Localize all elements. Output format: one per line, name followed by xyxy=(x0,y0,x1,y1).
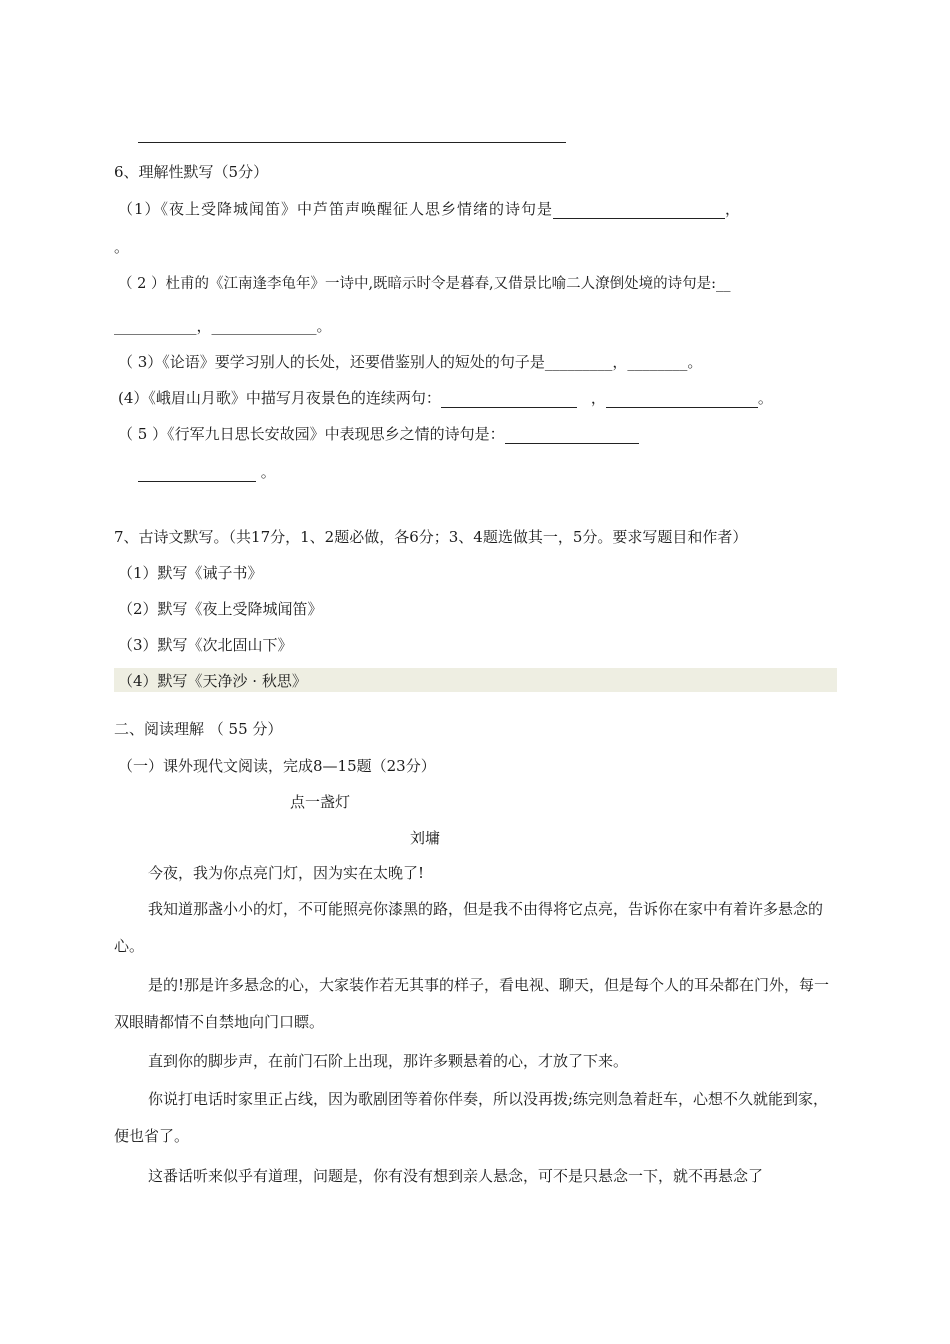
answer-blank xyxy=(505,427,639,444)
q6-item-1-cont: 。 xyxy=(114,238,130,256)
q6-item-5-cont xyxy=(138,462,276,482)
article-paragraph: 我知道那盏小小的灯，不可能照亮你漆黑的路，但是我不由得将它点亮，告诉你在家中有着许多悬念的心。 xyxy=(114,900,824,955)
article-paragraph: 你说打电话时家里正占线，因为歌剧团等着你伴奏，所以没再拨;练完则急着赶车，心想不久就能到家，便也省了。 xyxy=(114,1090,829,1145)
q6-item-1-text: （1）《夜上受降城闻笛》中芦笛声唤醒征人思乡情绪的诗句是 xyxy=(118,200,554,218)
q7-item-4: （4）默写《天净沙 · 秋思》 xyxy=(118,672,307,690)
q7-item-2: （2）默写《夜上受降城闻笛》 xyxy=(118,600,323,618)
answer-blank xyxy=(138,465,256,482)
q6-title: 6、理解性默写（5分） xyxy=(114,163,269,181)
answer-blank xyxy=(606,391,758,408)
q6-item-4 xyxy=(118,388,773,408)
section2-subtitle: （一）课外现代文阅读，完成8—15题（23分） xyxy=(118,757,436,775)
section2-title: 二、阅读理解 （ 55 分） xyxy=(114,720,283,738)
q6-item-1-comma: ， xyxy=(725,200,742,218)
q6-item-1 xyxy=(118,199,741,219)
q6-item-3-blank-2: ________ xyxy=(627,353,688,371)
q6-item-3-blank-1: _________ xyxy=(544,353,613,371)
answer-blank xyxy=(441,391,577,408)
article-paragraph: 是的!那是许多悬念的心，大家装作若无其事的样子，看电视、聊天，但是每个人的耳朵都在门外，每一双眼睛都情不自禁地向门口瞟。 xyxy=(114,976,830,1031)
q7-item-3: （3）默写《次北固山下》 xyxy=(118,636,293,654)
q6-item-3 xyxy=(118,352,702,372)
q6-item-4-text: (4）《峨眉山月歌》中描写月夜景色的连续两句： xyxy=(118,389,441,407)
article-paragraph: 今夜，我为你点亮门灯，因为实在太晚了! xyxy=(148,864,425,882)
q6-item-2: （ 2 ）杜甫的《江南逢李龟年》一诗中,既暗示时令是暮春,又借景比喻二人潦倒处境的诗句是:__ xyxy=(118,276,731,292)
q6-item-5 xyxy=(118,424,639,444)
q6-item-5-text: （ 5 ）《行军九日思长安故园》中表现思乡之情的诗句是： xyxy=(118,425,505,443)
q6-item-4-comma: ， xyxy=(590,389,606,407)
article-paragraph: 直到你的脚步声，在前门石阶上出现，那许多颗悬着的心，才放了下来。 xyxy=(148,1052,629,1070)
q6-item-3-text: （ 3）《论语》要学习别人的长处，还要借鉴别人的短处的句子是 xyxy=(118,353,545,371)
article-title: 点一盏灯 xyxy=(290,793,351,811)
q6-item-2-cont xyxy=(114,316,332,336)
answer-blank xyxy=(553,202,725,219)
answer-line-top xyxy=(138,142,566,143)
q6-item-2-blank-a: ___________， xyxy=(114,317,212,335)
q6-item-3-end: 。 xyxy=(687,353,703,371)
article-paragraph: 这番话听来似乎有道理，问题是，你有没有想到亲人悬念，可不是只悬念一下，就不再悬念了 xyxy=(148,1167,764,1185)
q6-item-5-end: 。 xyxy=(260,463,276,481)
q7-title: 7、古诗文默写。（共17分，1、2题必做，各6分；3、4题选做其一，5分。要求写题目和作者） xyxy=(114,528,748,546)
q6-item-2-blank-b: ______________。 xyxy=(211,317,332,335)
q7-item-1: （1）默写《诫子书》 xyxy=(118,564,263,582)
article-author: 刘墉 xyxy=(410,829,441,847)
q6-item-3-comma: ， xyxy=(612,353,628,371)
q6-item-4-end: 。 xyxy=(757,389,773,407)
